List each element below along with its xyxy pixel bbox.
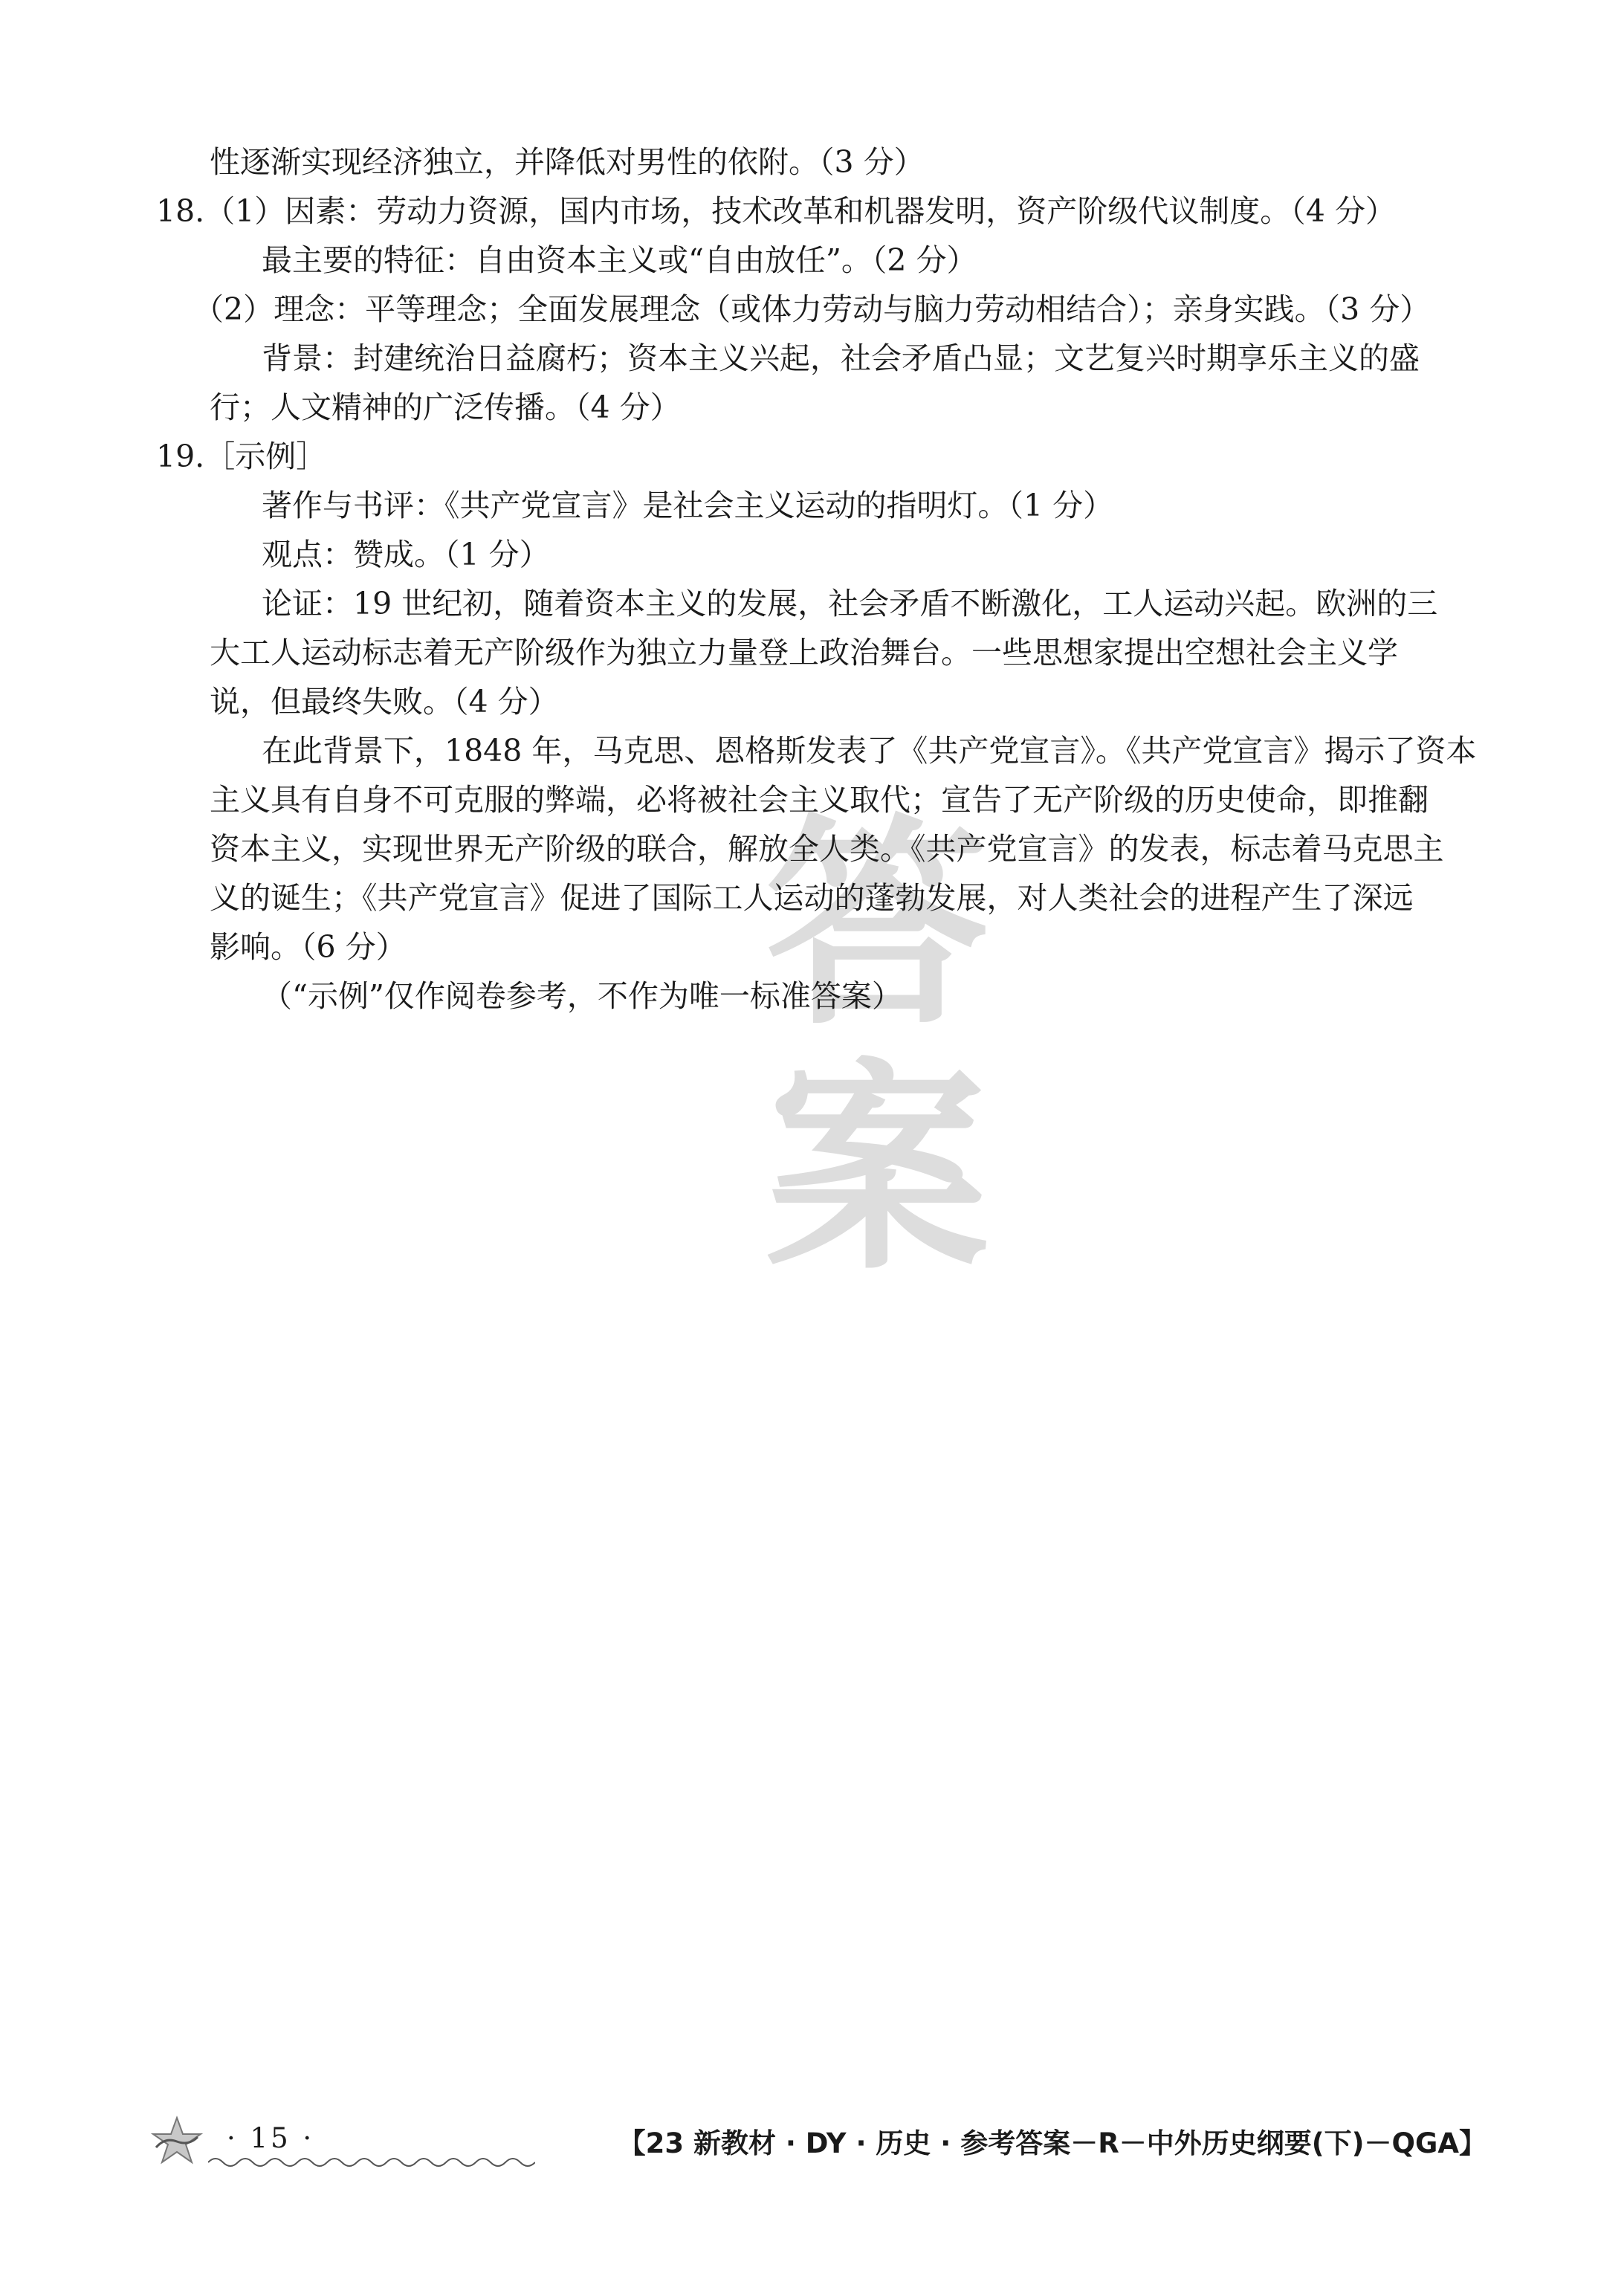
q18-background-line-2: 行；人文精神的广泛传播。（4 分） — [210, 390, 681, 425]
q19-argument-line-1: 论证：19 世纪初，随着资本主义的发展，社会矛盾不断激化，工人运动兴起。欧洲的三 — [262, 586, 1438, 621]
q19-context-line-3: 资本主义，实现世界无产阶级的联合，解放全人类。《共产党宣言》的发表，标志着马克思主 — [210, 831, 1444, 867]
page-number: · 15 · — [227, 2122, 315, 2154]
example-note-line: （“示例”仅作阅卷参考，不作为唯一标准答案） — [262, 978, 902, 1014]
q19-argument-line-3: 说，但最终失败。（4 分） — [210, 684, 559, 720]
q19-heading: 19.［示例］ — [156, 439, 327, 474]
q19-context-line-1: 在此背景下，1848 年，马克思、恩格斯发表了《共产党宣言》。《共产党宣言》揭示了资本 — [262, 733, 1477, 769]
answer-text — [156, 138, 1501, 1021]
q18-part2-line: （2）理念：平等理念；全面发展理念（或体力劳动与脑力劳动相结合）；亲身实践。（3 分） — [193, 291, 1431, 327]
q18-part1-feature-line: 最主要的特征：自由资本主义或“自由放任”。（2 分） — [262, 242, 977, 278]
q19-book-review-line: 著作与书评：《共产党宣言》是社会主义运动的指明灯。（1 分） — [262, 488, 1114, 523]
watermark-char-2: 案 — [766, 1041, 989, 1300]
q19-argument-line-2: 大工人运动标志着无产阶级作为独立力量登上政治舞台。一些思想家提出空想社会主义学 — [210, 635, 1398, 670]
page-footer — [149, 2115, 1486, 2174]
q18-part1-line: 18.（1）因素：劳动力资源，国内市场，技术改革和机器发明，资产阶级代议制度。（4 分） — [156, 193, 1396, 229]
publisher-logo-icon — [149, 2115, 205, 2167]
document-code: 【23 新教材 · DY · 历史 · 参考答案－R－中外历史纲要(下)－QGA】 — [618, 2127, 1486, 2159]
q18-background-line-1: 背景：封建统治日益腐朽；资本主义兴起，社会矛盾凸显；文艺复兴时期享乐主义的盛 — [262, 340, 1420, 376]
q19-context-line-4: 义的诞生；《共产党宣言》促进了国际工人运动的蓬勃发展，对人类社会的进程产生了深远 — [210, 880, 1414, 916]
q17-continuation-line: 性逐渐实现经济独立，并降低对男性的依附。（3 分） — [210, 144, 925, 180]
q19-viewpoint-line: 观点：赞成。（1 分） — [262, 537, 550, 572]
q19-context-line-5: 影响。（6 分） — [210, 929, 407, 965]
q19-context-line-2: 主义具有自身不可克服的弊端，必将被社会主义取代；宣告了无产阶级的历史使命，即推翻 — [210, 782, 1429, 818]
watermark-char-1: 答 — [766, 795, 989, 1055]
decorative-wave-line — [208, 2153, 535, 2171]
